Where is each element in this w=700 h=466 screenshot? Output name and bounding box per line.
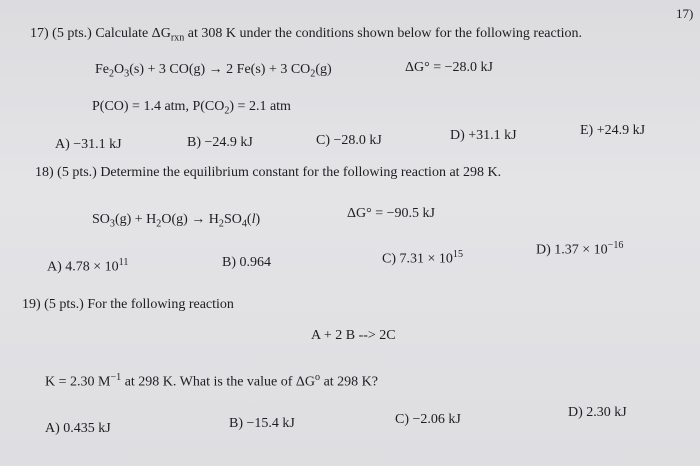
q18-eq-so: SO: [92, 212, 110, 227]
q18-eq-so-sub: 3: [109, 218, 115, 230]
q17-equation: [95, 62, 332, 80]
q19-k-statement: [45, 372, 378, 391]
q18-equation: [92, 212, 260, 230]
q19-k-a: K = 2.30 M: [45, 374, 111, 390]
q17-pressure-sub: 2: [224, 105, 230, 117]
q18-choice-d-base: D) 1.37 × 10: [536, 242, 608, 258]
q17-eq-o: O: [114, 62, 125, 77]
q18-eq-product-b: SO: [223, 212, 242, 227]
q19-choice-b: B) −15.4 kJ: [229, 416, 295, 431]
q19-reaction: A + 2 B --> 2C: [311, 328, 396, 343]
q17-pressure-a: P(CO) = 1.4 atm, P(CO: [92, 99, 225, 114]
q18-eq-product-sub1: 2: [218, 218, 224, 230]
q18-header: 18) (5 pts.) Determine the equilibrium constant for the following reaction at 298 K.: [35, 165, 502, 180]
q18-choice-a-base: A) 4.78 × 10: [47, 259, 119, 275]
q18-choice-d: [536, 240, 623, 259]
q17-eq-products-a: 2 Fe(s) + 3 CO: [226, 62, 311, 77]
q18-eq-product-sub2: 4: [241, 218, 247, 230]
q18-eq-reactant-end: O(g): [161, 212, 188, 227]
q17-eq-products-sub: 2: [310, 68, 316, 80]
q17-choice-b: B) −24.9 kJ: [187, 135, 253, 150]
q17-eq-products-b: (g): [315, 62, 332, 77]
q17-choice-a: A) −31.1 kJ: [55, 137, 122, 152]
q17-choice-e: E) +24.9 kJ: [580, 123, 646, 138]
q17-eq-fe-sub: 2: [109, 68, 115, 80]
q19-choice-d: D) 2.30 kJ: [568, 405, 627, 420]
q17-header-b: at 308 K under the conditions shown below for the following reaction.: [184, 26, 582, 41]
q17-choice-d: D) +31.1 kJ: [450, 128, 517, 143]
q19-choice-a: A) 0.435 kJ: [45, 421, 111, 436]
q19-k-exp: −1: [110, 372, 122, 383]
q18-eq-product-d: ): [255, 212, 261, 227]
q18-eq-reactant-mid: (g) + H: [114, 212, 157, 227]
q18-eq-product-a: H: [208, 212, 219, 227]
q18-eq-product-c: (: [246, 212, 252, 227]
q17-pressure-b: ) = 2.1 atm: [229, 99, 291, 114]
q19-choice-c: C) −2.06 kJ: [395, 412, 461, 427]
q18-choice-c-exp: 15: [452, 249, 463, 260]
q17-pressures: [92, 99, 291, 117]
q17-eq-fe: Fe: [95, 62, 109, 77]
q18-eq-product-l: l: [251, 212, 256, 227]
q17-header-sub: rxn: [170, 32, 185, 44]
page-number: 17): [676, 6, 694, 21]
q17-delta-g: ΔG° = −28.0 kJ: [405, 60, 493, 75]
q19-k-exp2: o: [315, 372, 321, 383]
q18-choice-b: B) 0.964: [222, 255, 271, 270]
reaction-arrow: →: [191, 212, 206, 227]
q18-eq-h-sub: 2: [156, 218, 162, 230]
q17-eq-reactant-rest: (s) + 3 CO(g): [129, 62, 206, 77]
q18-choice-c: [382, 249, 463, 268]
reaction-arrow: →: [208, 62, 223, 77]
q17-header: [30, 26, 582, 44]
q19-k-c: at 298 K?: [320, 374, 378, 390]
q18-choice-a: [47, 257, 128, 276]
q17-choice-c: C) −28.0 kJ: [316, 133, 382, 148]
q18-choice-a-exp: 11: [118, 257, 129, 268]
q17-eq-o-sub: 3: [124, 68, 130, 80]
q19-header: 19) (5 pts.) For the following reaction: [22, 297, 234, 312]
q18-choice-d-exp: −16: [607, 240, 624, 251]
q18-delta-g: ΔG° = −90.5 kJ: [347, 206, 435, 221]
q18-choice-c-base: C) 7.31 × 10: [382, 251, 453, 267]
q17-header-a: 17) (5 pts.) Calculate ΔG: [30, 26, 171, 41]
q19-k-b: at 298 K. What is the value of ΔG: [121, 374, 316, 390]
